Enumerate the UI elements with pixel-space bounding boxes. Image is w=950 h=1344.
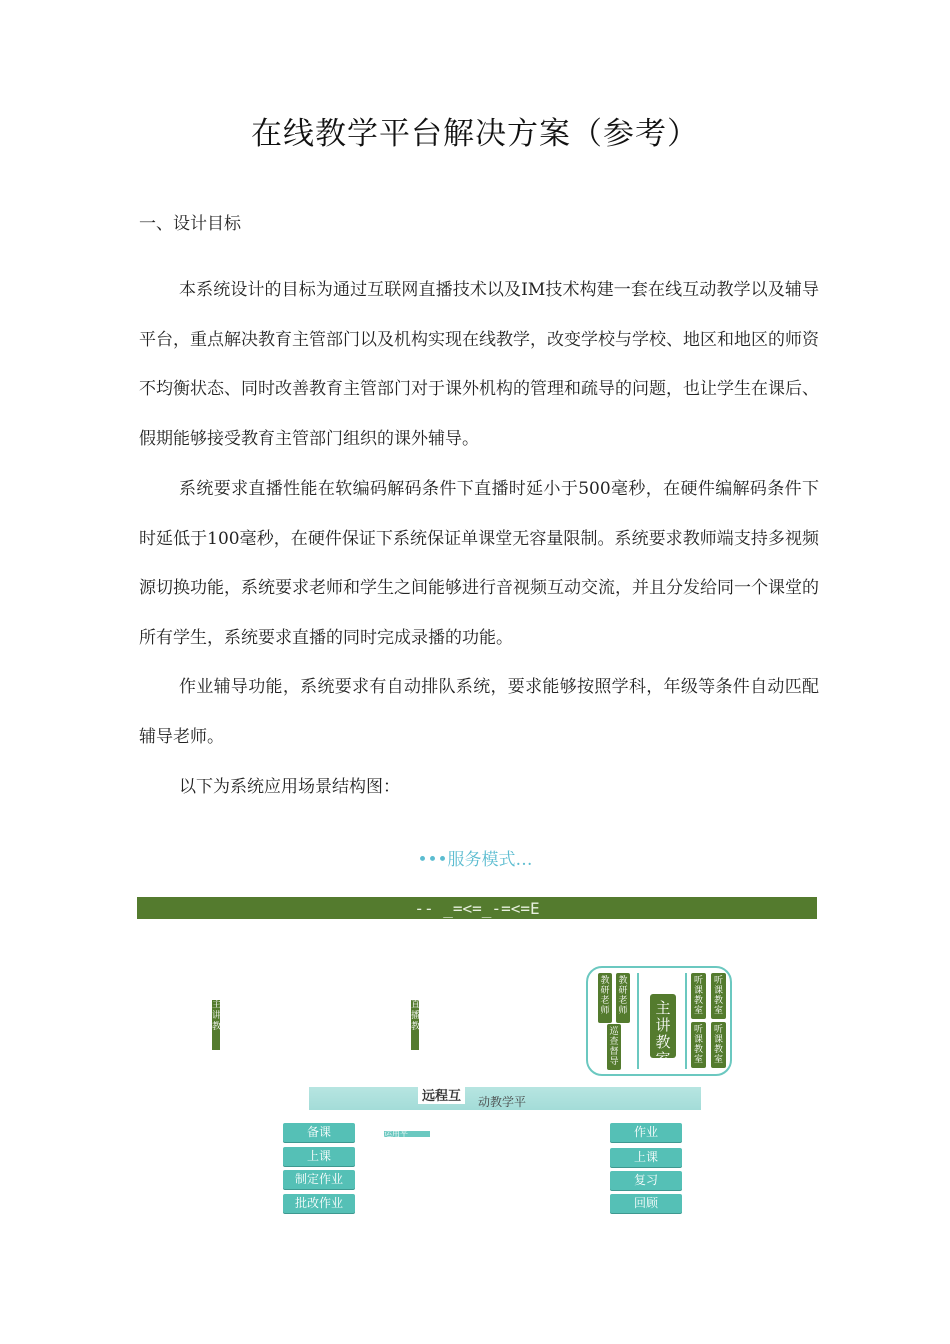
cluster-tile-listening-3: 听课教室	[691, 1022, 706, 1068]
paragraph-performance: 系统要求直播性能在软编码解码条件下直播时延小于500毫秒，在硬件编解码条件下时延低于100毫秒，在硬件保证下系统保证单课堂无容量限制。系统要求教师端支持多视频源切换功能，系统要求老师和学生之间能够进行音视频互动交流，并且分发给同一个课堂的所有学生，系统要求直播的同时完成录播的功能。	[139, 479, 819, 648]
live-classroom-bar: 直播教	[411, 1000, 419, 1050]
student-recap-button: 回顾	[610, 1194, 682, 1213]
cluster-tile-listening-4: 听课教室	[711, 1022, 726, 1068]
student-homework-button: 作业	[610, 1123, 682, 1142]
cluster-divider-left	[637, 973, 639, 1069]
teacher-assign-homework-button: 制定作业	[283, 1170, 355, 1189]
teacher-platform-tag: 运用平	[384, 1131, 430, 1137]
diagram-title: •••服务模式…	[417, 850, 533, 870]
teacher-prepare-button: 备课	[283, 1123, 355, 1142]
section-heading: 一、设计目标	[139, 214, 241, 234]
paragraph-homework: 作业辅导功能，系统要求有自动排队系统，要求能够按照学科，年级等条件自动匹配辅导老师。	[139, 677, 819, 747]
cluster-tile-main-classroom: 主讲教室	[650, 994, 676, 1058]
main-classroom-bar: 主讲教	[212, 1000, 220, 1050]
teacher-grade-homework-button: 批改作业	[283, 1194, 355, 1213]
cluster-tile-research-teacher-2: 教研老师	[616, 973, 630, 1023]
document-title: 在线教学平台解决方案（参考）	[251, 116, 699, 152]
paragraph-goal: 本系统设计的目标为通过互联网直播技术以及IM技术构建一套在线互动教学以及辅导平台，重点解决教育主管部门以及机构实现在线教学，改变学校与学校、地区和地区的师资不均衡状态、同时改善教育主管部门对于课外机构的管理和疏导的问题，也让学生在课后、假期能够接受教育主管部门组织的课外辅导。	[139, 280, 819, 449]
cluster-tile-research-teacher-1: 教研老师	[598, 973, 612, 1023]
student-review-button: 复习	[610, 1171, 682, 1190]
student-class-button: 上课	[610, 1148, 682, 1167]
platform-label: 远程互	[418, 1085, 465, 1104]
classroom-cluster	[586, 966, 732, 1076]
platform-sublabel: 动教学平	[478, 1095, 527, 1109]
diagram-banner: -- _=<=_-=<=E	[137, 897, 817, 919]
teacher-class-button: 上课	[283, 1147, 355, 1166]
cluster-tile-inspector: 巡查督导	[607, 1024, 621, 1070]
cluster-tile-listening-1: 听课教室	[691, 973, 706, 1019]
paragraph-diagram-intro: 以下为系统应用场景结构图：	[179, 777, 400, 797]
cluster-divider-right	[685, 973, 687, 1069]
cluster-tile-listening-2: 听课教室	[711, 973, 726, 1019]
